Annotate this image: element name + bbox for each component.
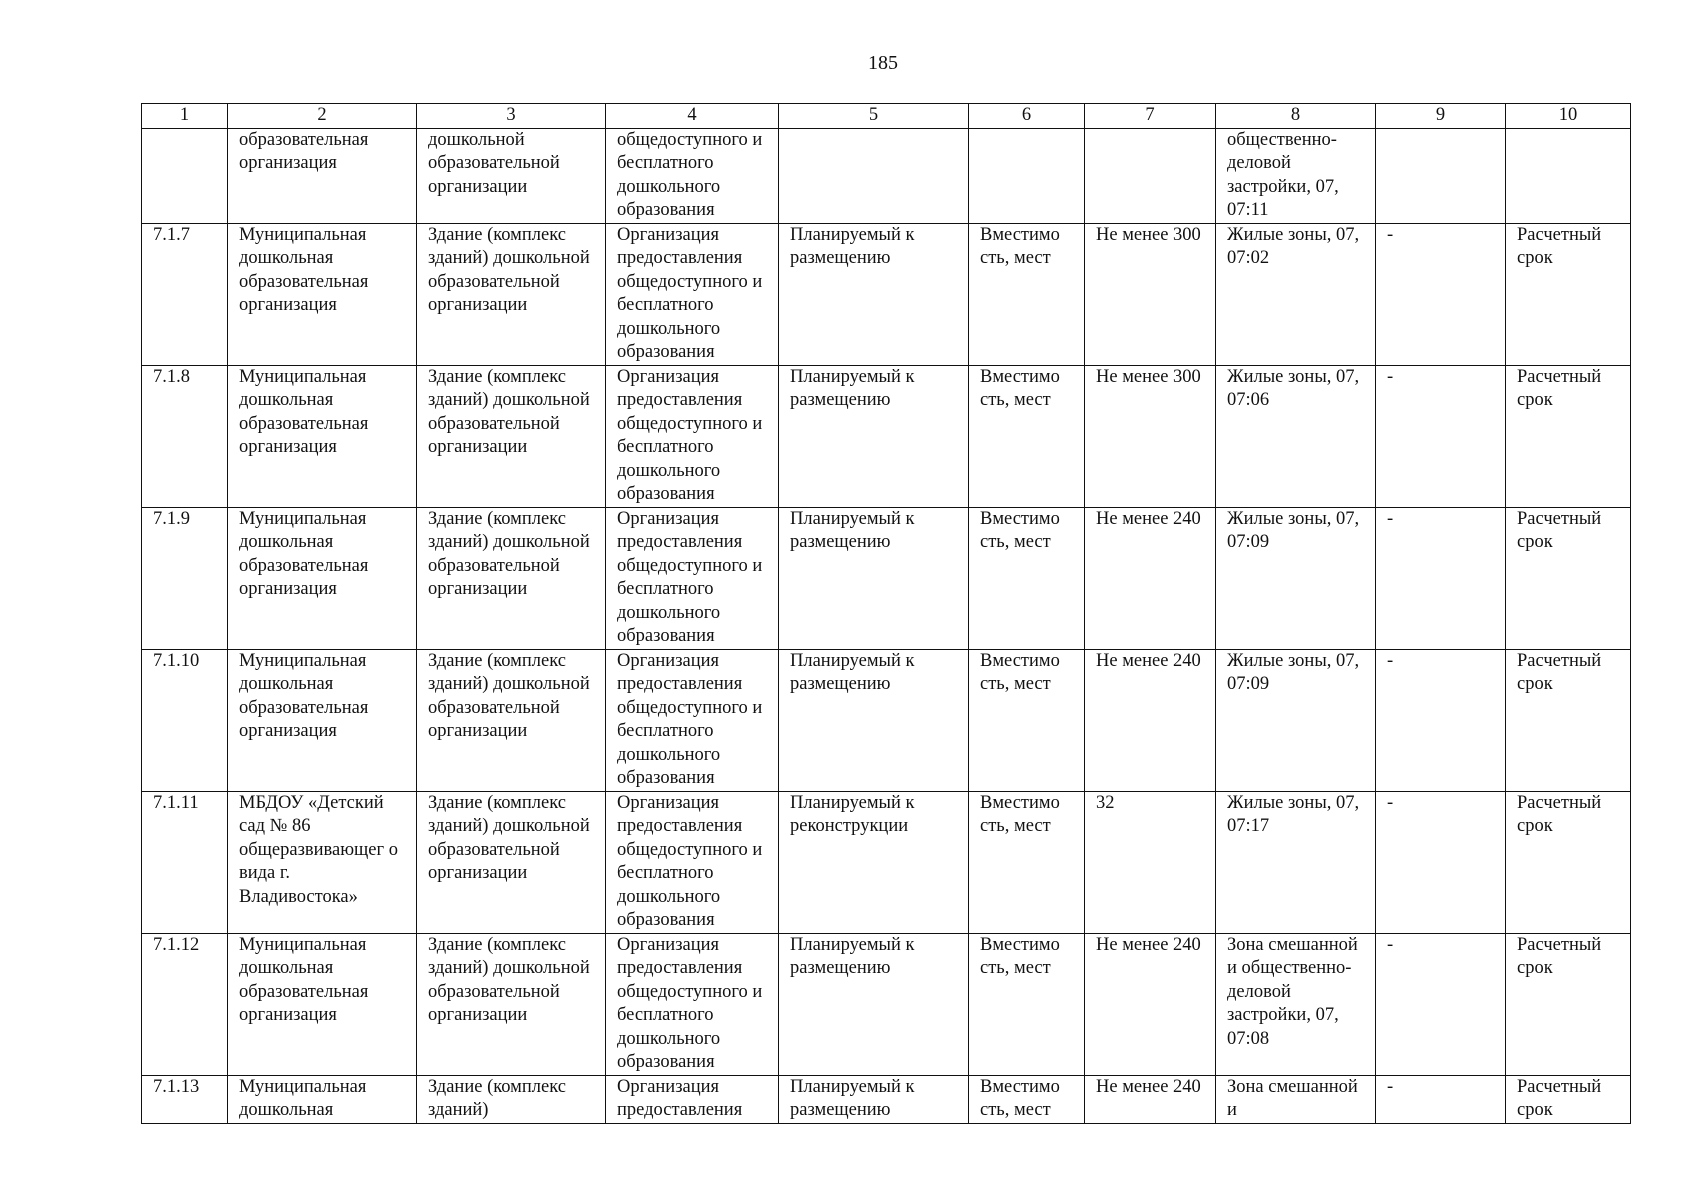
cell-number: 7.1.9 xyxy=(142,507,228,649)
cell-zone: Жилые зоны, 07, 07:06 xyxy=(1216,365,1376,507)
cell-purpose: Организация предоставления общедоступного и бесплатного дошкольного образования xyxy=(606,507,779,649)
table-row xyxy=(142,507,1631,649)
cell-zone: Жилые зоны, 07, 07:02 xyxy=(1216,223,1376,365)
table-row xyxy=(142,223,1631,365)
cell-value: Не менее 300 xyxy=(1085,365,1216,507)
cell-status: Планируемый к размещению xyxy=(779,933,969,1075)
cell-term xyxy=(1506,128,1631,223)
cell-object-type: Здание (комплекс зданий) дошкольной образовательной организации xyxy=(417,649,606,791)
cell-zone: общественно- деловой застройки, 07, 07:11 xyxy=(1216,128,1376,223)
cell-value: Не менее 240 xyxy=(1085,507,1216,649)
cell-term: Расчетный срок xyxy=(1506,791,1631,933)
cell-value xyxy=(1085,128,1216,223)
cell-value: Не менее 240 xyxy=(1085,649,1216,791)
cell-object-type: Здание (комплекс зданий) xyxy=(417,1075,606,1123)
cell-characteristic: Вместимо сть, мест xyxy=(969,1075,1085,1123)
cell-col9: - xyxy=(1376,791,1506,933)
cell-characteristic xyxy=(969,128,1085,223)
cell-characteristic: Вместимо сть, мест xyxy=(969,507,1085,649)
cell-characteristic: Вместимо сть, мест xyxy=(969,791,1085,933)
column-header: 6 xyxy=(969,104,1085,129)
cell-object-type: Здание (комплекс зданий) дошкольной образовательной организации xyxy=(417,933,606,1075)
cell-object-name: МБДОУ «Детский сад № 86 общеразвивающег о вида г. Владивостока» xyxy=(228,791,417,933)
table-row xyxy=(142,933,1631,1075)
cell-number: 7.1.8 xyxy=(142,365,228,507)
cell-value: Не менее 240 xyxy=(1085,933,1216,1075)
cell-number: 7.1.12 xyxy=(142,933,228,1075)
cell-object-name: Муниципальная дошкольная образовательная организация xyxy=(228,933,417,1075)
cell-zone: Жилые зоны, 07, 07:17 xyxy=(1216,791,1376,933)
cell-value: Не менее 240 xyxy=(1085,1075,1216,1123)
cell-object-type: Здание (комплекс зданий) дошкольной образовательной организации xyxy=(417,365,606,507)
cell-term: Расчетный срок xyxy=(1506,649,1631,791)
cell-object-type: Здание (комплекс зданий) дошкольной образовательной организации xyxy=(417,507,606,649)
cell-characteristic: Вместимо сть, мест xyxy=(969,365,1085,507)
cell-object-type: Здание (комплекс зданий) дошкольной образовательной организации xyxy=(417,223,606,365)
cell-status: Планируемый к размещению xyxy=(779,649,969,791)
cell-purpose: общедоступного и бесплатного дошкольного образования xyxy=(606,128,779,223)
cell-number: 7.1.13 xyxy=(142,1075,228,1123)
cell-zone: Зона смешанной и общественно- деловой застройки, 07, 07:08 xyxy=(1216,933,1376,1075)
cell-value: Не менее 300 xyxy=(1085,223,1216,365)
cell-term: Расчетный срок xyxy=(1506,365,1631,507)
cell-term: Расчетный срок xyxy=(1506,223,1631,365)
cell-object-name: Муниципальная дошкольная образовательная организация xyxy=(228,507,417,649)
cell-characteristic: Вместимо сть, мест xyxy=(969,649,1085,791)
cell-status: Планируемый к размещению xyxy=(779,223,969,365)
cell-term: Расчетный срок xyxy=(1506,507,1631,649)
cell-characteristic: Вместимо сть, мест xyxy=(969,933,1085,1075)
cell-col9: - xyxy=(1376,365,1506,507)
planning-table xyxy=(141,103,1631,1124)
cell-object-type: дошкольной образовательной организации xyxy=(417,128,606,223)
header-row xyxy=(142,104,1631,129)
table-row xyxy=(142,791,1631,933)
table-row xyxy=(142,1075,1631,1123)
cell-number: 7.1.7 xyxy=(142,223,228,365)
cell-term: Расчетный срок xyxy=(1506,933,1631,1075)
table-row xyxy=(142,128,1631,223)
cell-purpose: Организация предоставления общедоступного и бесплатного дошкольного образования xyxy=(606,791,779,933)
cell-object-name: Муниципальная дошкольная xyxy=(228,1075,417,1123)
cell-status: Планируемый к реконструкции xyxy=(779,791,969,933)
cell-purpose: Организация предоставления общедоступного и бесплатного дошкольного образования xyxy=(606,649,779,791)
cell-characteristic: Вместимо сть, мест xyxy=(969,223,1085,365)
cell-object-name: Муниципальная дошкольная образовательная организация xyxy=(228,649,417,791)
cell-status: Планируемый к размещению xyxy=(779,365,969,507)
cell-status xyxy=(779,128,969,223)
cell-value: 32 xyxy=(1085,791,1216,933)
column-header: 10 xyxy=(1506,104,1631,129)
cell-object-type: Здание (комплекс зданий) дошкольной образовательной организации xyxy=(417,791,606,933)
cell-purpose: Организация предоставления общедоступного и бесплатного дошкольного образования xyxy=(606,365,779,507)
cell-status: Планируемый к размещению xyxy=(779,507,969,649)
cell-term: Расчетный срок xyxy=(1506,1075,1631,1123)
cell-zone: Жилые зоны, 07, 07:09 xyxy=(1216,649,1376,791)
cell-number xyxy=(142,128,228,223)
cell-number: 7.1.10 xyxy=(142,649,228,791)
cell-status: Планируемый к размещению xyxy=(779,1075,969,1123)
table-row xyxy=(142,649,1631,791)
cell-purpose: Организация предоставления xyxy=(606,1075,779,1123)
column-header: 8 xyxy=(1216,104,1376,129)
page-number: 185 xyxy=(868,52,898,74)
column-header: 1 xyxy=(142,104,228,129)
column-header: 7 xyxy=(1085,104,1216,129)
column-header: 4 xyxy=(606,104,779,129)
cell-zone: Жилые зоны, 07, 07:09 xyxy=(1216,507,1376,649)
column-header: 2 xyxy=(228,104,417,129)
cell-col9 xyxy=(1376,128,1506,223)
cell-purpose: Организация предоставления общедоступного и бесплатного дошкольного образования xyxy=(606,223,779,365)
column-header: 9 xyxy=(1376,104,1506,129)
cell-col9: - xyxy=(1376,223,1506,365)
cell-col9: - xyxy=(1376,933,1506,1075)
cell-purpose: Организация предоставления общедоступного и бесплатного дошкольного образования xyxy=(606,933,779,1075)
column-header: 5 xyxy=(779,104,969,129)
cell-object-name: образовательная организация xyxy=(228,128,417,223)
cell-object-name: Муниципальная дошкольная образовательная организация xyxy=(228,223,417,365)
cell-zone: Зона смешанной и xyxy=(1216,1075,1376,1123)
cell-col9: - xyxy=(1376,507,1506,649)
cell-col9: - xyxy=(1376,649,1506,791)
cell-number: 7.1.11 xyxy=(142,791,228,933)
table-row xyxy=(142,365,1631,507)
column-header: 3 xyxy=(417,104,606,129)
cell-col9: - xyxy=(1376,1075,1506,1123)
cell-object-name: Муниципальная дошкольная образовательная организация xyxy=(228,365,417,507)
